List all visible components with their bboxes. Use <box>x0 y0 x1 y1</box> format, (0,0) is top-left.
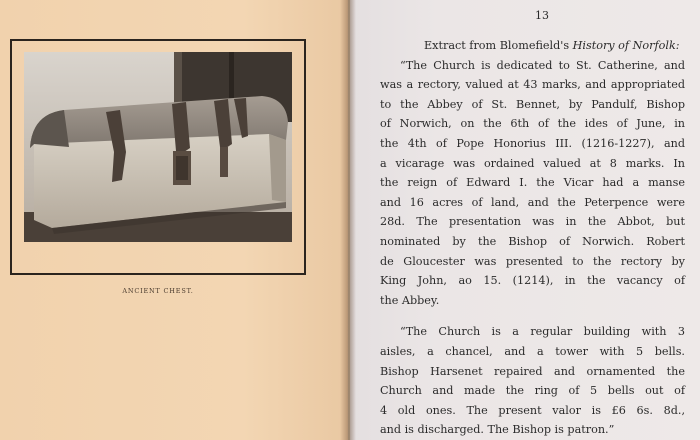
text-line: the reign of Edward I. the Vicar had a manse <box>380 176 685 190</box>
text-line: 4 old ones. The present valor is £6 6s. 8d., <box>380 403 685 417</box>
extract-heading <box>380 36 685 56</box>
text-line: de Gloucester was presented to the rectory by <box>380 254 685 268</box>
text-line: 28d. The presentation was in the Abbot, but <box>380 215 685 229</box>
heading-book-title: History of Norfolk: <box>572 39 680 52</box>
heading-prefix: Extract from Blomefield's <box>424 39 573 52</box>
text-line: “The Church is a regular building with 3 <box>400 325 685 339</box>
paragraph-1 <box>380 56 685 311</box>
photo-caption: ANCIENT CHEST. <box>122 287 194 295</box>
text-line: Bishop Harsenet repaired and ornamented the <box>380 364 685 378</box>
text-line: and is discharged. The Bishop is patron.” <box>380 423 615 437</box>
text-line: the Abbey. <box>380 293 440 307</box>
book-gutter <box>340 0 356 440</box>
text-line: the 4th of Pope Honorius III. (1216-1227), and <box>380 136 685 150</box>
text-line: Church and made the ring of 5 bells out of <box>380 384 685 398</box>
page-number: 13 <box>535 9 549 22</box>
text-line: nominated by the Bishop of Norwich. Robert <box>380 234 685 248</box>
text-line: aisles, a chancel, and a tower with 5 bells. <box>380 344 685 358</box>
chest-illustration <box>24 52 292 242</box>
text-line: of Norwich, on the 6th of the ides of June, in <box>380 117 685 131</box>
text-line: King John, ao 15. (1214), in the vacancy of <box>380 274 685 288</box>
text-line: was a rectory, valued at 43 marks, and appropriated <box>380 78 685 92</box>
extract-text <box>380 36 685 440</box>
text-line: and 16 acres of land, and the Peterpence were <box>380 195 685 209</box>
text-line: “The Church is dedicated to St. Catherine, and <box>400 58 685 72</box>
ancient-chest-photo <box>24 52 292 242</box>
paragraph-2 <box>380 322 685 440</box>
text-line: a vicarage was ordained valued at 8 marks. In <box>380 156 685 170</box>
text-line: to the Abbey of St. Bennet, by Pandulf, Bishop <box>380 97 685 111</box>
